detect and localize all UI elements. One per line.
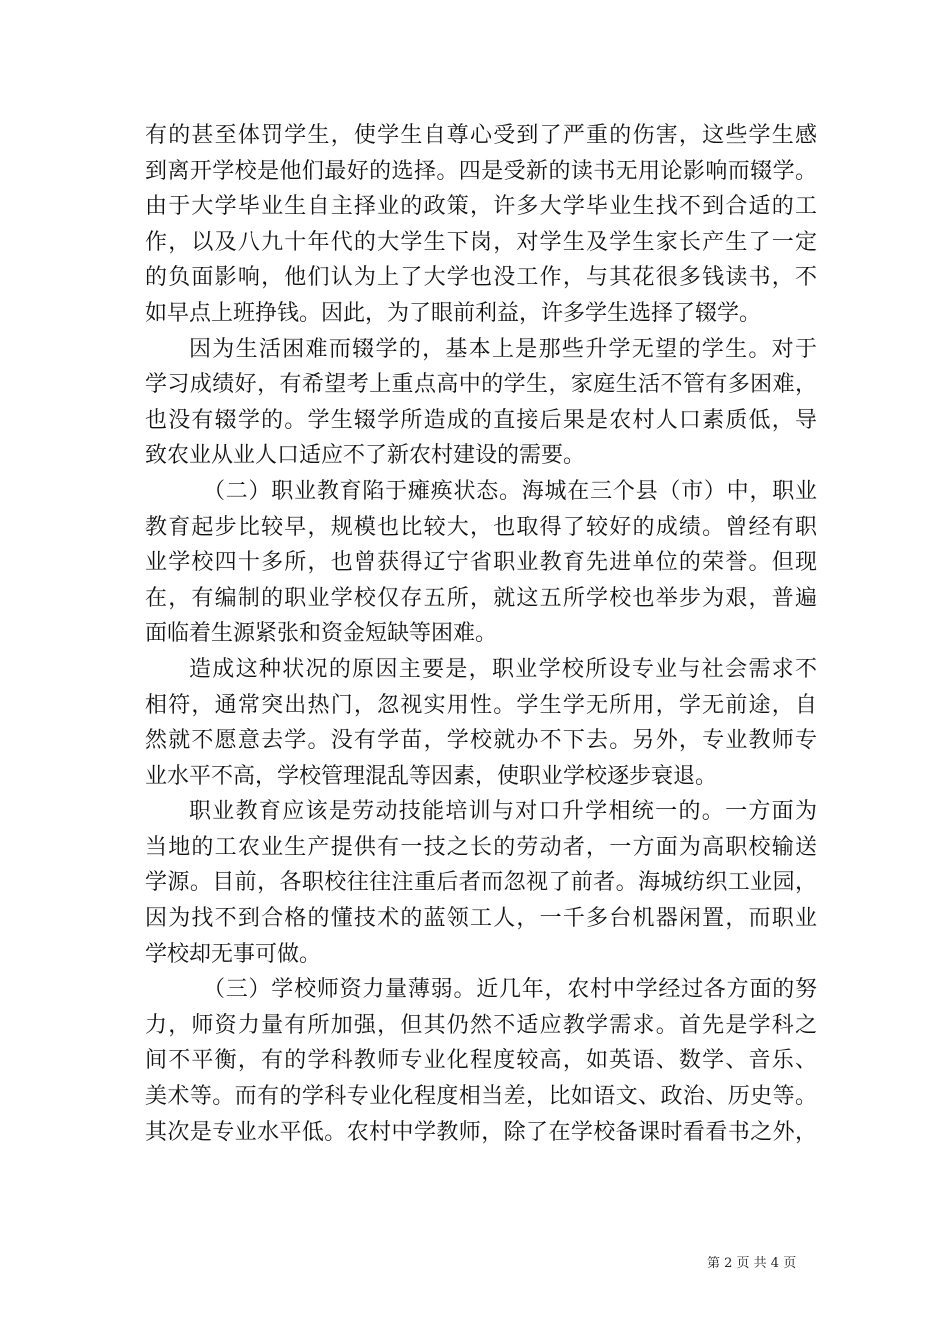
text-line: 学习成绩好，有希望考上重点高中的学生，家庭生活不管有多困难， (145, 372, 817, 398)
text-line: 然就不愿意去学。没有学苗，学校就办不下去。另外，专业教师专 (145, 728, 817, 754)
paragraph-vocational-paralysis (145, 474, 817, 652)
document-body (145, 118, 817, 1150)
text-line: 学校却无事可做。 (145, 941, 322, 967)
paragraph-dropout-reasons-cont (145, 118, 817, 332)
paragraph-vocational-purpose (145, 794, 817, 972)
text-line: 造成这种状况的原因主要是，职业学校所设专业与社会需求不 (189, 656, 817, 682)
text-line: 面临着生源紧张和资金短缺等困难。 (145, 621, 498, 647)
text-line: 的负面影响，他们认为上了大学也没工作，与其花很多钱读书，不 (145, 265, 817, 291)
text-line: 学源。目前，各职校往往注重后者而忽视了前者。海城纺织工业园， (145, 870, 817, 896)
text-line: 致农业从业人口适应不了新农村建设的需要。 (145, 443, 586, 469)
text-line: 如早点上班挣钱。因此，为了眼前利益，许多学生选择了辍学。 (145, 300, 762, 326)
paragraph-poverty-dropout (145, 332, 817, 474)
section-heading-line: （三）学校师资力量薄弱。近几年，农村中学经过各方面的努 (203, 977, 817, 1003)
text-line: 教育起步比较早，规模也比较大，也取得了较好的成绩。曾经有职 (145, 514, 817, 540)
text-line: 其次是专业水平低。农村中学教师，除了在学校备课时看看书之外， (145, 1119, 817, 1145)
paragraph-teacher-weakness (145, 972, 817, 1150)
text-line: 在，有编制的职业学校仅存五所，就这五所学校也举步为艰，普遍 (145, 585, 817, 611)
text-line: 到离开学校是他们最好的选择。四是受新的读书无用论影响而辍学。 (145, 158, 817, 184)
text-line: 力，师资力量有所加强，但其仍然不适应教学需求。首先是学科之 (145, 1012, 817, 1038)
text-line: 也没有辍学的。学生辍学所造成的直接后果是农村人口素质低，导 (145, 407, 817, 433)
text-line: 当地的工农业生产提供有一技之长的劳动者，一方面为高职校输送 (145, 834, 817, 860)
section-heading-line: （二）职业教育陷于瘫痪状态。海城在三个县（市）中，职业 (203, 478, 817, 504)
text-line: 因为找不到合格的懂技术的蓝领工人，一千多台机器闲置，而职业 (145, 906, 817, 932)
text-line: 美术等。而有的学科专业化程度相当差，比如语文、政治、历史等。 (145, 1084, 817, 1110)
paragraph-vocational-causes (145, 652, 817, 794)
text-line: 职业教育应该是劳动技能培训与对口升学相统一的。一方面为 (189, 799, 817, 825)
text-line: 作，以及八九十年代的大学生下岗，对学生及学生家长产生了一定 (145, 229, 817, 255)
text-line: 业水平不高，学校管理混乱等因素，使职业学校逐步衰退。 (145, 763, 718, 789)
text-line: 业学校四十多所，也曾获得辽宁省职业教育先进单位的荣誉。但现 (145, 550, 817, 576)
text-line: 间不平衡，有的学科教师专业化程度较高，如英语、数学、音乐、 (145, 1048, 817, 1074)
text-line: 因为生活困难而辍学的，基本上是那些升学无望的学生。对于 (189, 336, 817, 362)
text-line: 相符，通常突出热门，忽视实用性。学生学无所用，学无前途，自 (145, 692, 817, 718)
text-line: 由于大学毕业生自主择业的政策，许多大学毕业生找不到合适的工 (145, 194, 817, 220)
text-line: 有的甚至体罚学生，使学生自尊心受到了严重的伤害，这些学生感 (145, 123, 817, 148)
page-number-footer: 第 2 页 共 4 页 (707, 1256, 797, 1271)
